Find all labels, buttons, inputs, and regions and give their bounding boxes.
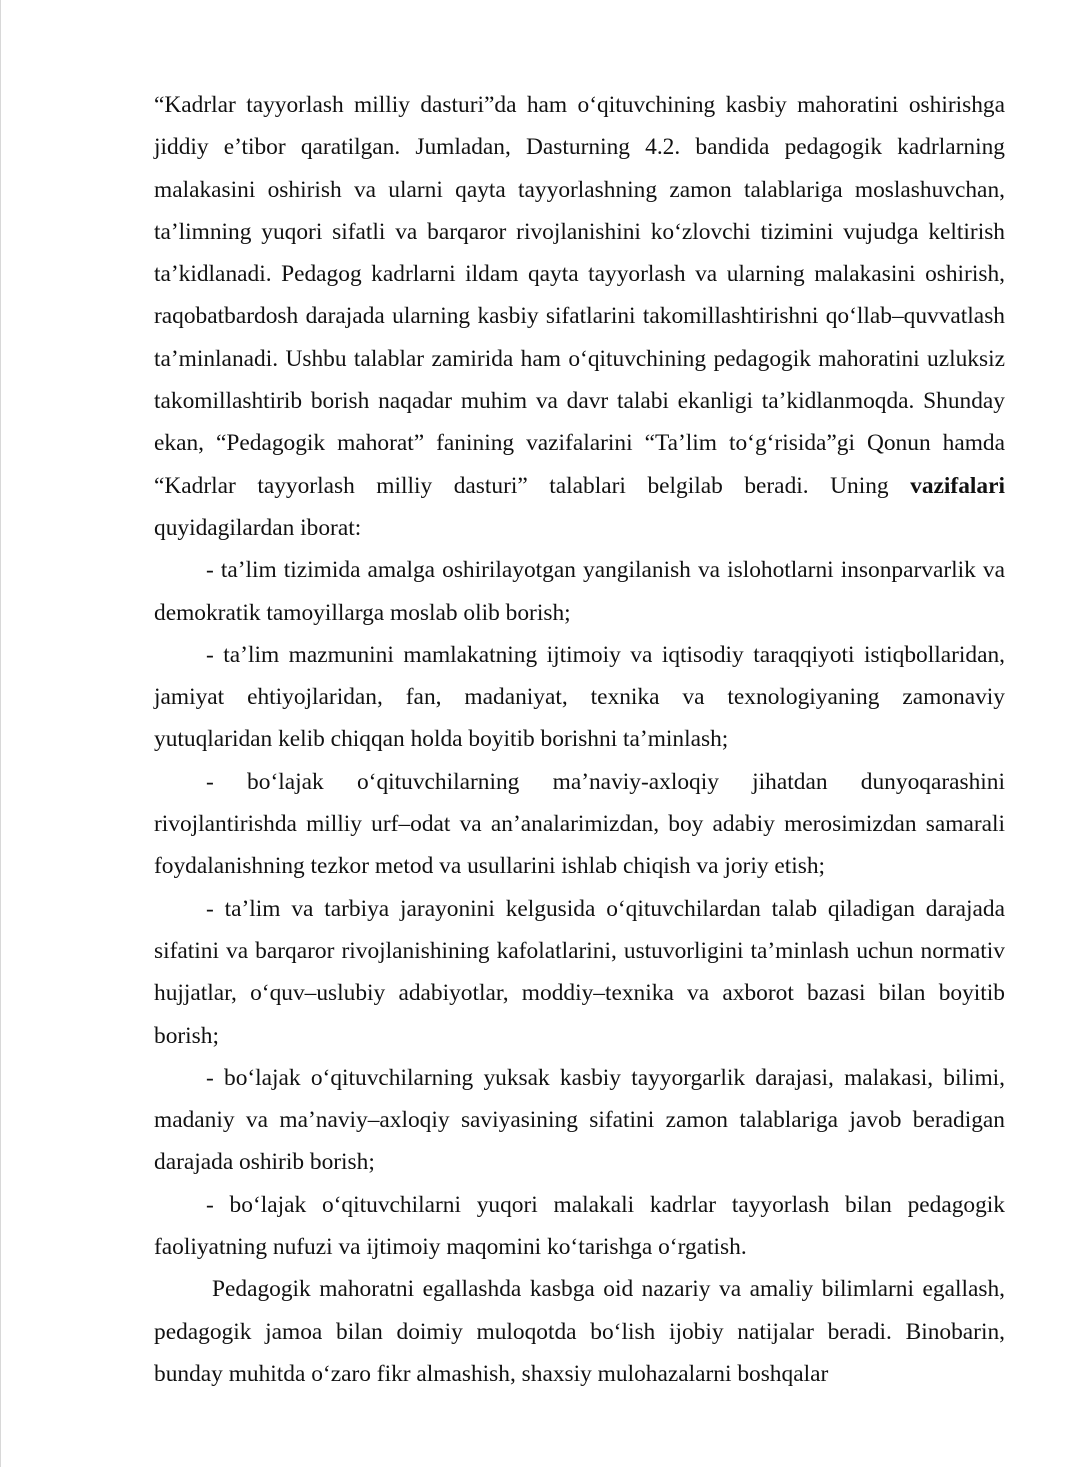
- paragraph-intro-text: “Kadrlar tayyorlash milliy dasturi”da ham o‘qituvchining kasbiy mahoratini oshirishga jiddiy e’tibor qaratilgan. Jumladan, Dasturning 4.2. bandida pedagogik kadrlarning malakasini oshirish va ularni qayta tayyorlashning zamon talablariga moslashuvchan, ta’limning yuqori sifatli va barqaror rivojlanishini ko‘zlovchi tizimini vujudga keltirish ta’kidlanadi. Pedagog kadrlarni ildam qayta tayyorlash va ularning malakasini oshirish, raqobatbardosh darajada ularning kasbiy sifatlarini takomillashtirishni qo‘llab–quvvatlash ta’minlanadi. Ushbu talablar zamirida ham o‘qituvchining pedagogik mahoratini uzluksiz takomillashtirib borish naqadar muhim va davr talabi ekanligi ta’kidlanmoqda. Shunday ekan, “Pedagogik mahorat” fanining vazifalarini “Ta’lim to‘g‘risida”gi Qonun hamda “Kadrlar tayyorlash milliy dasturi” talablari belgilab beradi. Uning: [154, 92, 1005, 499]
- list-item: - ta’lim va tarbiya jarayonini kelgusida o‘qituvchilardan talab qiladigan darajada sifatini va barqaror rivojlanishining kafolatlarini, ustuvorligini ta’minlash uchun normativ hujjatlar, o‘quv–uslubiy adabiyotlar, moddiy–texnika va axborot bazasi bilan boyitib borish;: [154, 895, 1005, 1049]
- paragraph-intro: [154, 84, 1005, 549]
- list-item: - bo‘lajak o‘qituvchilarni yuqori malakali kadrlar tayyorlash bilan pedagogik faoliyatning nufuzi va ijtimoiy maqomini ko‘tarishga o‘rgatish.: [154, 1191, 1005, 1261]
- bold-term-vazifalari: vazifalari: [910, 472, 1005, 499]
- paragraph-closing: Pedagogik mahoratni egallashda kasbga oid nazariy va amaliy bilimlarni egallash, pedagogik jamoa bilan doimiy muloqotda bo‘lish ijobiy natijalar beradi. Binobarin, bunday muhitda o‘zaro fikr almashish, shaxsiy mulohazalarni boshqalar: [154, 1276, 1005, 1387]
- list-item: - bo‘lajak o‘qituvchilarning yuksak kasbiy tayyorgarlik darajasi, malakasi, bilimi, madaniy va ma’naviy–axloqiy saviyasining sifatini zamon talablariga javob beradigan darajada oshirib borish;: [154, 1064, 1005, 1176]
- list-item: - ta’lim mazmunini mamlakatning ijtimoiy va iqtisodiy taraqqiyoti istiqbollaridan, jamiyat ehtiyojlaridan, fan, madaniyat, texnika va texnologiyaning zamonaviy yutuqlaridan kelib chiqqan holda boyitib borishni ta’minlash;: [154, 641, 1005, 753]
- document-body: [154, 84, 1005, 1395]
- paragraph-intro-ending: quyidagilardan iborat:: [154, 514, 362, 541]
- list-item: - ta’lim tizimida amalga oshirilayotgan yangilanish va islohotlarni insonparvarlik va demokratik tamoyillarga moslab olib borish;: [154, 557, 1005, 626]
- list-item: - bo‘lajak o‘qituvchilarning ma’naviy-axloqiy jihatdan dunyoqarashini rivojlantirishda milliy urf–odat va an’analarimizdan, boy adabiy merosimizdan samarali foydalanishning tezkor metod va usullarini ishlab chiqish va joriy etish;: [154, 768, 1005, 880]
